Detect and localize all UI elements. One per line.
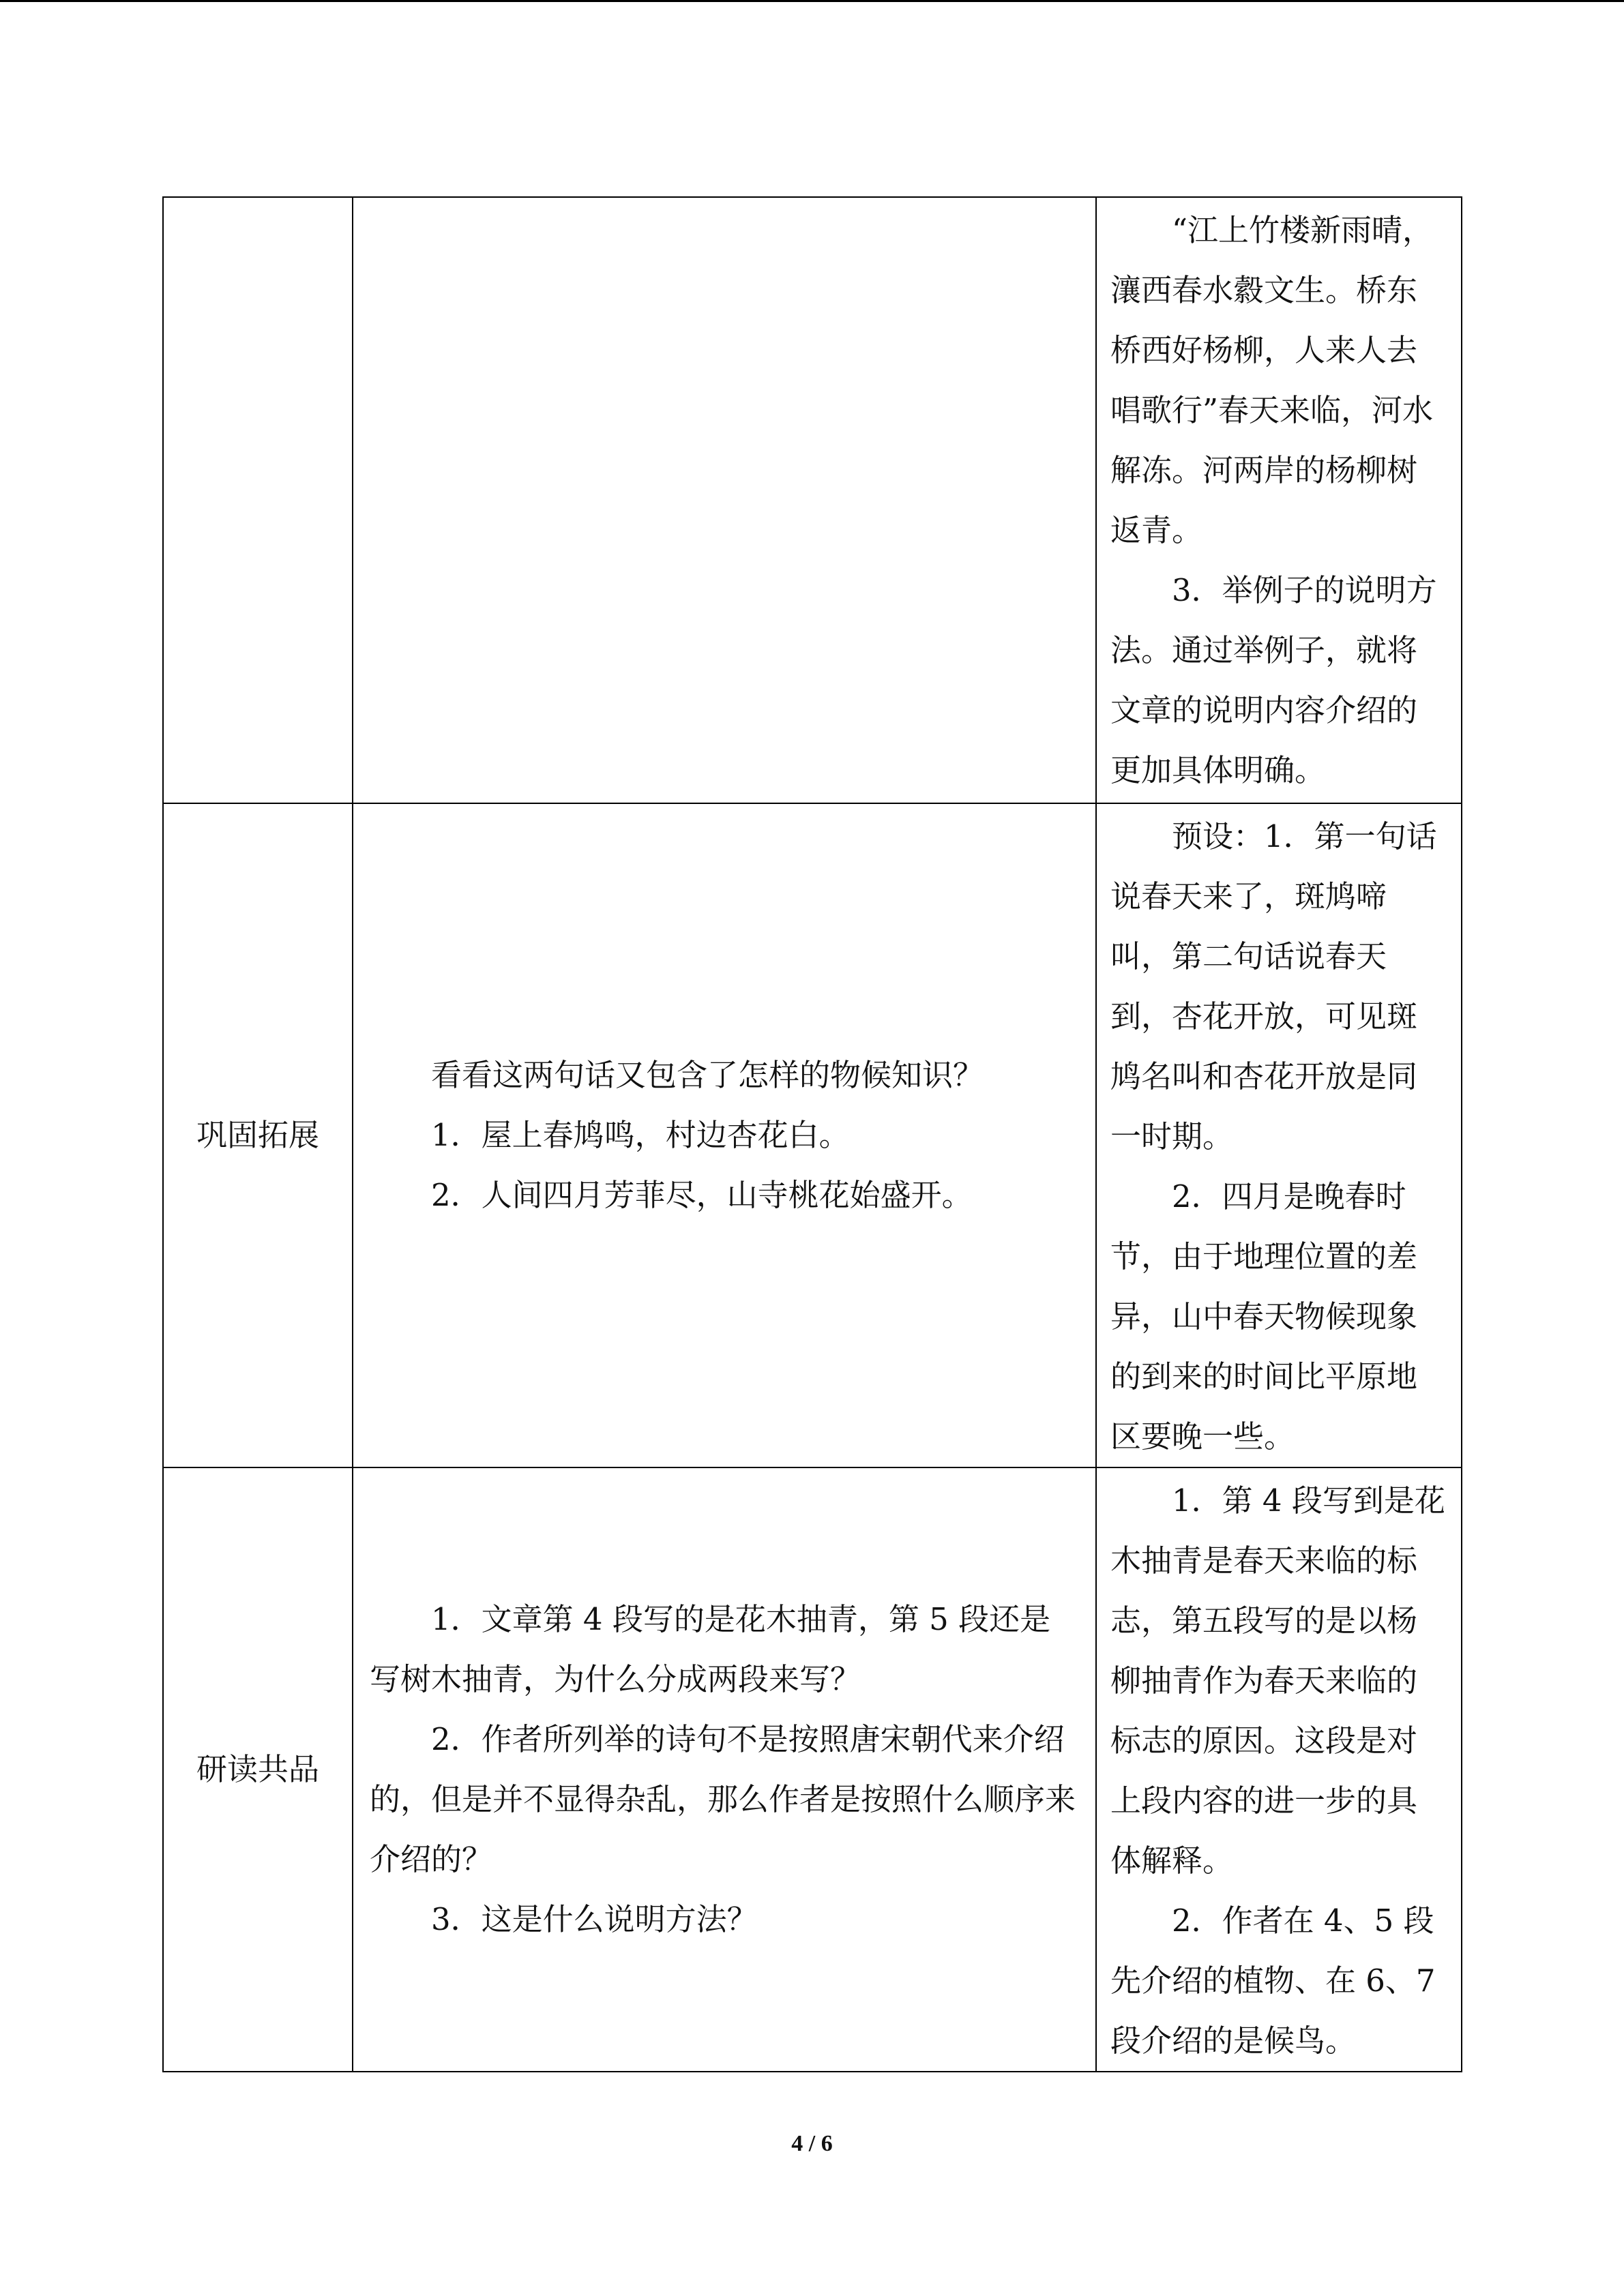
question-paragraph: 2．作者所列举的诗句不是按照唐宋朝代来介绍的，但是并不显得杂乱，那么作者是按照什么顺序来介绍的？ <box>370 1721 1076 1877</box>
question-paragraph: 1．屋上春鸠鸣，村边杏花白。 <box>431 1117 850 1153</box>
table-row <box>163 803 1462 1467</box>
answer-paragraph: 3．举例子的说明方法。通过举例子，就将文章的说明内容介绍的更加具体明确。 <box>1110 572 1437 788</box>
lesson-plan-table <box>162 196 1462 2072</box>
question-paragraph: 2．人间四月芳菲尽，山寺桃花始盛开。 <box>431 1177 973 1213</box>
answer-paragraph: 2．作者在 4、5 段先介绍的植物、在 6、7 段介绍的是候鸟。 <box>1110 1903 1436 2059</box>
answer-paragraph: 2．四月是晚春时节，由于地理位置的差异，山中春天物候现象的到来的时间比平原地区要晚一些。 <box>1110 1178 1418 1455</box>
answer-cell <box>1096 197 1462 803</box>
row-label-cell <box>163 197 353 803</box>
row-label-cell: 研读共品 <box>163 1467 353 2072</box>
content-cell <box>353 803 1096 1467</box>
answer-paragraph: “江上竹楼新雨晴，瀼西春水縠文生。桥东桥西好杨柳，人来人去唱歌行”春天来临，河水解冻。河两岸的杨柳树返青。 <box>1110 212 1434 548</box>
top-border-rule <box>0 0 1624 2</box>
content-cell <box>353 197 1096 803</box>
page-number: 4 / 6 <box>791 2131 833 2156</box>
answer-paragraph: 1．第 4 段写到是花木抽青是春天来临的标志，第五段写的是以杨柳抽青作为春天来临的标志的原因。这段是对上段内容的进一步的具体解释。 <box>1110 1482 1445 1879</box>
row-label-cell: 巩固拓展 <box>163 803 353 1467</box>
question-paragraph: 看看这两句话又包含了怎样的物候知识？ <box>431 1057 984 1093</box>
question-paragraph: 3．这是什么说明方法？ <box>431 1901 758 1937</box>
table-row <box>163 1467 1462 2072</box>
answer-cell <box>1096 1467 1462 2072</box>
answer-paragraph: 预设：1．第一句话说春天来了，斑鸠啼叫，第二句话说春天到，杏花开放，可见斑鸠名叫和杏花开放是同一时期。 <box>1110 818 1437 1154</box>
answer-cell <box>1096 803 1462 1467</box>
question-paragraph: 1．文章第 4 段写的是花木抽青，第 5 段还是写树木抽青，为什么分成两段来写？ <box>370 1601 1051 1697</box>
table-row <box>163 197 1462 803</box>
content-cell <box>353 1467 1096 2072</box>
